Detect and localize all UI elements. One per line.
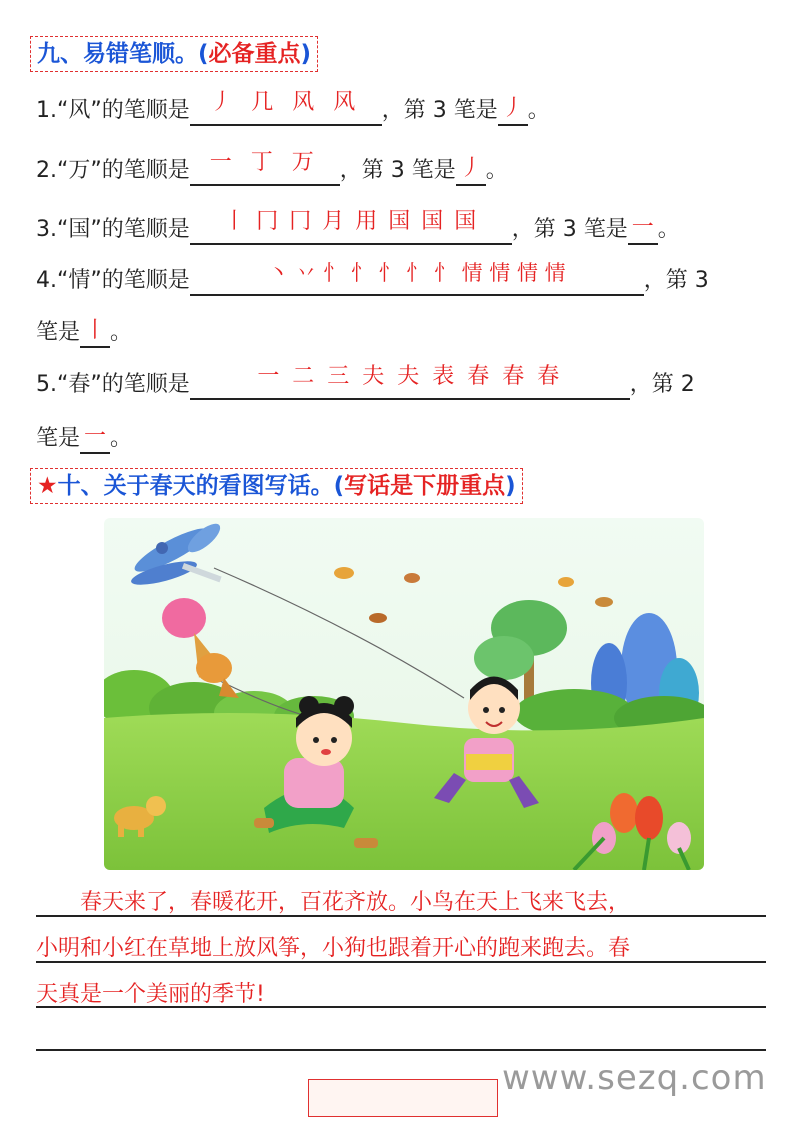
item-3-strokes-blank (190, 209, 512, 245)
item-4-strokes: 丶 丷 忄 忄 忄 忄 忄 情 情 情 情 (267, 261, 566, 285)
item-4-end: 。 (110, 320, 133, 345)
item-5-strokes-blank (190, 364, 630, 400)
writing-rule-2 (36, 961, 766, 963)
item-4-strokes-blank (190, 261, 644, 296)
item-5-prefix: 5.“春”的笔顺是 (36, 372, 190, 397)
writing-rule-4 (36, 1049, 766, 1051)
section-10-title-key: 写话是下册重点 (344, 473, 506, 499)
footer-box (308, 1079, 498, 1117)
star-icon: ★ (37, 473, 58, 499)
stroke-item-5 (36, 364, 695, 400)
item-3-mid: ，第 3 笔是 (511, 217, 628, 242)
item-5-answer: 一 (84, 424, 107, 449)
item-4-prefix: 4.“情”的笔顺是 (36, 268, 190, 293)
section-10-title-main: 十、关于春天的看图写话。( (57, 473, 345, 499)
stroke-item-5-cont (36, 422, 132, 454)
writing-line-2: 小明和小红在草地上放风筝，小狗也跟着开心的跑来跑去。春 (36, 936, 631, 961)
writing-line-1: 春天来了，春暖花开，百花齐放。小鸟在天上飞来飞去， (36, 890, 631, 915)
item-2-strokes: 一 丁 万 (209, 150, 320, 175)
item-3-answer-blank (628, 213, 658, 245)
section-9-title-main: 九、易错笔顺。( (37, 41, 209, 67)
item-4-mid: ，第 3 (643, 268, 709, 293)
item-5-cont: 笔是 (36, 426, 81, 451)
item-5-answer-blank (80, 422, 110, 454)
item-1-strokes-blank (190, 90, 382, 126)
writing-answer (36, 880, 766, 1018)
item-3-end: 。 (657, 217, 680, 242)
item-5-end: 。 (110, 426, 133, 451)
item-2-strokes-blank (190, 150, 340, 186)
section-10-title (30, 468, 523, 504)
item-1-answer-blank (498, 94, 528, 126)
stroke-item-1 (36, 90, 550, 126)
spring-illustration (104, 518, 704, 870)
item-1-strokes: 丿 几 风 风 (210, 90, 362, 115)
stroke-item-2 (36, 150, 508, 186)
item-1-prefix: 1.“风”的笔顺是 (36, 98, 190, 123)
section-10-title-end: ) (505, 473, 516, 499)
item-1-mid: ，第 3 笔是 (381, 98, 498, 123)
item-4-cont: 笔是 (36, 320, 81, 345)
writing-rule-3 (36, 1006, 766, 1008)
item-4-answer-blank (80, 316, 110, 348)
stroke-item-4-cont (36, 316, 132, 348)
stroke-item-3 (36, 209, 680, 245)
writing-line-3: 天真是一个美丽的季节! (36, 982, 265, 1007)
item-4-answer: 丨 (84, 318, 107, 343)
item-2-mid: ，第 3 笔是 (339, 158, 456, 183)
item-5-strokes: 一 二 三 夫 夫 表 春 春 春 (257, 364, 563, 389)
writing-rule-1 (36, 915, 766, 917)
section-9-title-end: ) (300, 41, 312, 67)
item-2-answer-blank (456, 154, 486, 186)
section-9-title (30, 36, 318, 72)
item-5-mid: ，第 2 (629, 372, 695, 397)
item-1-answer: 丿 (501, 96, 524, 121)
item-1-end: 。 (527, 98, 550, 123)
item-2-prefix: 2.“万”的笔顺是 (36, 158, 190, 183)
stroke-item-4 (36, 261, 709, 296)
item-2-answer: 丿 (459, 156, 482, 181)
item-3-prefix: 3.“国”的笔顺是 (36, 217, 190, 242)
item-3-strokes: 丨 冂 冂 月 用 国 国 国 (223, 209, 479, 234)
section-9-title-key: 必备重点 (208, 41, 301, 67)
watermark: www.sezq.com (502, 1058, 767, 1098)
item-2-end: 。 (485, 158, 508, 183)
spring-scene (104, 518, 704, 870)
item-3-answer: 一 (631, 215, 654, 240)
